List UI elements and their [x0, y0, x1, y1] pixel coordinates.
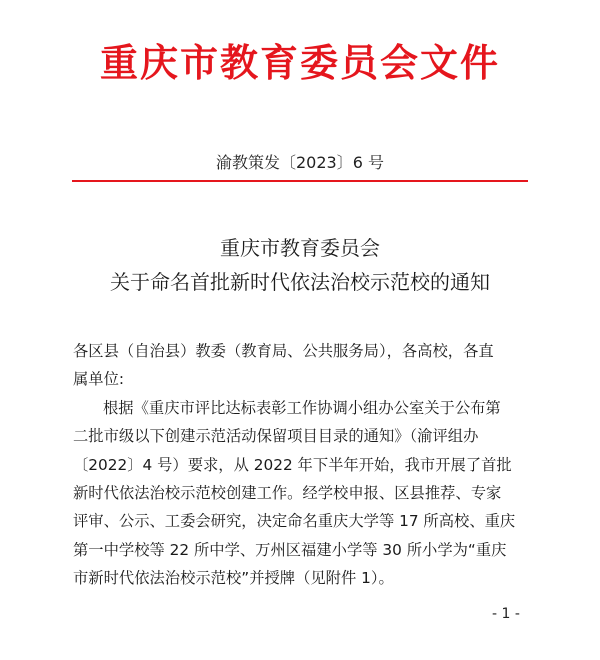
- paragraph-line-1: 根据《重庆市评比达标表彰工作协调小组办公室关于公布第: [103, 398, 501, 417]
- paragraph-line-2: 二批市级以下创建示范活动保留项目目录的通知》（渝评组办: [73, 427, 479, 446]
- document-number: 渝教策发〔2023〕6 号: [216, 153, 384, 172]
- red-header-title: 重庆市教育委员会文件: [99, 41, 500, 85]
- paragraph-line-5: 评审、公示、工委会研究，决定命名重庆大学等 17 所高校、重庆: [73, 512, 516, 531]
- paragraph-line-6: 第一中学校等 22 所中学、万州区福建小学等 30 所小学为“重庆: [73, 540, 507, 559]
- paragraph-line-3: 〔2022〕4 号）要求，从 2022 年下半年开始，我市开展了首批: [73, 455, 512, 474]
- page-number: - 1 -: [492, 606, 520, 622]
- red-separator-line: [72, 180, 528, 182]
- addressee-line-1: 各区县（自治县）教委（教育局、公共服务局），各高校，各直: [73, 342, 494, 360]
- notice-body: [73, 337, 529, 593]
- paragraph-line-7: 市新时代依法治校示范校”并授牌（见附件 1）。: [73, 569, 394, 588]
- addressee-line-2: 属单位:: [73, 370, 125, 389]
- paragraph-line-4: 新时代依法治校示范校创建工作。经学校申报、区县推荐、专家: [73, 483, 502, 502]
- notice-title-line-1: 重庆市教育委员会: [220, 236, 380, 260]
- notice-title-line-2: 关于命名首批新时代依法治校示范校的通知: [110, 270, 490, 294]
